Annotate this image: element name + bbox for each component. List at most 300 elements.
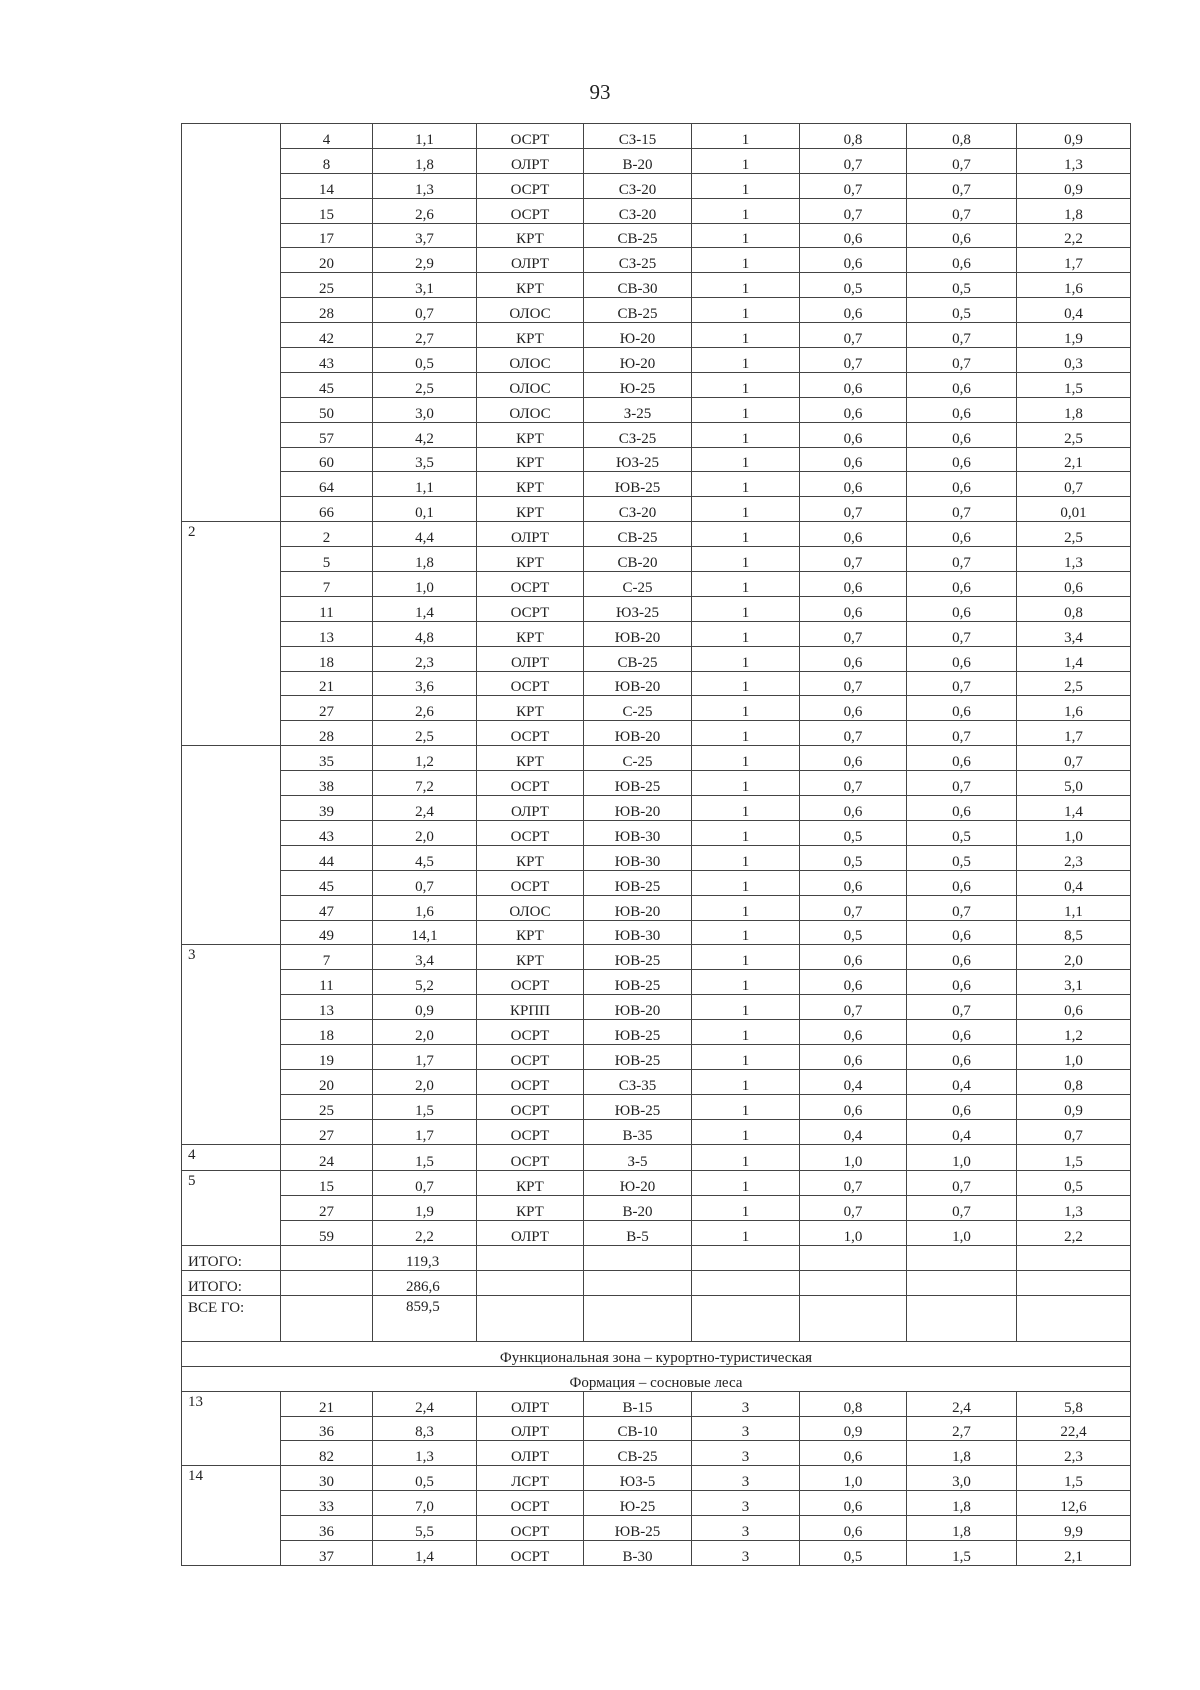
exposure-cell: СВ-20: [584, 547, 692, 572]
coef-b-cell: 2,4: [907, 1391, 1017, 1416]
coef-a-cell: 0,6: [800, 223, 907, 248]
exposure-cell: СЗ-15: [584, 124, 692, 149]
exposure-cell: СВ-25: [584, 298, 692, 323]
capacity-cell: 1,7: [1017, 721, 1131, 746]
plot-cell: 7: [281, 572, 373, 597]
area-cell: 0,7: [373, 298, 477, 323]
capacity-cell: 1,4: [1017, 646, 1131, 671]
exposure-cell: СВ-30: [584, 273, 692, 298]
capacity-cell: 5,8: [1017, 1391, 1131, 1416]
coef-b-cell: 0,7: [907, 547, 1017, 572]
coef-a-cell: 0,6: [800, 696, 907, 721]
plot-cell: 25: [281, 273, 373, 298]
empty-cell: [281, 1246, 373, 1271]
total-row: [182, 1246, 1131, 1271]
coef-a-cell: 0,6: [800, 372, 907, 397]
relief-type-cell: ОСРТ: [477, 970, 584, 995]
coef-a-cell: 0,5: [800, 1540, 907, 1565]
plot-cell: 11: [281, 970, 373, 995]
exposure-cell: С-25: [584, 746, 692, 771]
capacity-cell: 2,1: [1017, 447, 1131, 472]
exposure-cell: В-35: [584, 1119, 692, 1144]
plot-cell: 13: [281, 995, 373, 1020]
coef-a-cell: 0,6: [800, 945, 907, 970]
plot-cell: 2: [281, 522, 373, 547]
exposure-cell: Ю-20: [584, 348, 692, 373]
area-cell: 1,5: [373, 1094, 477, 1119]
plot-cell: 28: [281, 298, 373, 323]
plot-cell: 5: [281, 547, 373, 572]
capacity-cell: 1,1: [1017, 895, 1131, 920]
plot-cell: 36: [281, 1516, 373, 1541]
table-row: [182, 671, 1131, 696]
relief-type-cell: ОСРТ: [477, 1144, 584, 1171]
coef-b-cell: 0,4: [907, 1119, 1017, 1144]
class-cell: 3: [692, 1416, 800, 1441]
area-cell: 1,4: [373, 1540, 477, 1565]
total-label: ИТОГО:: [182, 1270, 281, 1295]
area-cell: 0,5: [373, 348, 477, 373]
coef-a-cell: 1,0: [800, 1144, 907, 1171]
exposure-cell: Ю-25: [584, 1491, 692, 1516]
page-number: 93: [589, 80, 611, 104]
relief-type-cell: ОСРТ: [477, 1491, 584, 1516]
area-cell: 1,2: [373, 746, 477, 771]
plot-cell: 20: [281, 1069, 373, 1094]
table-row: [182, 547, 1131, 572]
plot-cell: 59: [281, 1221, 373, 1246]
total-label: ИТОГО:: [182, 1246, 281, 1271]
class-cell: 1: [692, 472, 800, 497]
plot-cell: 17: [281, 223, 373, 248]
total-value: 859,5: [373, 1295, 477, 1341]
relief-type-cell: ОЛРТ: [477, 1441, 584, 1466]
quarter-cell: 3: [182, 945, 281, 1144]
class-cell: 1: [692, 273, 800, 298]
forest-inventory-table: [181, 123, 1131, 1566]
plot-cell: 47: [281, 895, 373, 920]
coef-a-cell: 0,4: [800, 1119, 907, 1144]
area-cell: 2,2: [373, 1221, 477, 1246]
exposure-cell: СВ-25: [584, 646, 692, 671]
plot-cell: 28: [281, 721, 373, 746]
empty-cell: [692, 1246, 800, 1271]
table-row: [182, 223, 1131, 248]
relief-type-cell: ОСРТ: [477, 124, 584, 149]
plot-cell: 30: [281, 1466, 373, 1491]
table-row: [182, 1069, 1131, 1094]
table-row: [182, 771, 1131, 796]
plot-cell: 82: [281, 1441, 373, 1466]
area-cell: 2,6: [373, 696, 477, 721]
quarter-cell: 13: [182, 1391, 281, 1466]
coef-a-cell: 0,7: [800, 1196, 907, 1221]
plot-cell: 13: [281, 621, 373, 646]
table-row: [182, 820, 1131, 845]
relief-type-cell: КРТ: [477, 273, 584, 298]
table-row: [182, 472, 1131, 497]
area-cell: 1,0: [373, 572, 477, 597]
quarter-cell: 5: [182, 1171, 281, 1246]
coef-b-cell: 0,7: [907, 198, 1017, 223]
coef-a-cell: 0,7: [800, 323, 907, 348]
class-cell: 1: [692, 1196, 800, 1221]
plot-cell: 57: [281, 422, 373, 447]
area-cell: 2,3: [373, 646, 477, 671]
coef-a-cell: 0,8: [800, 124, 907, 149]
coef-a-cell: 0,5: [800, 273, 907, 298]
coef-b-cell: 1,8: [907, 1491, 1017, 1516]
table-row: [182, 198, 1131, 223]
exposure-cell: З-25: [584, 397, 692, 422]
empty-cell: [477, 1270, 584, 1295]
coef-a-cell: 0,6: [800, 472, 907, 497]
empty-cell: [1017, 1295, 1131, 1341]
table-row: [182, 1540, 1131, 1565]
coef-a-cell: 0,5: [800, 845, 907, 870]
coef-b-cell: 1,5: [907, 1540, 1017, 1565]
plot-cell: 19: [281, 1044, 373, 1069]
class-cell: 1: [692, 348, 800, 373]
area-cell: 14,1: [373, 920, 477, 945]
coef-a-cell: 0,7: [800, 671, 907, 696]
plot-cell: 66: [281, 497, 373, 522]
exposure-cell: ЮЗ-5: [584, 1466, 692, 1491]
coef-b-cell: 0,6: [907, 970, 1017, 995]
plot-cell: 44: [281, 845, 373, 870]
capacity-cell: 3,1: [1017, 970, 1131, 995]
coef-b-cell: 0,6: [907, 397, 1017, 422]
relief-type-cell: ОСРТ: [477, 572, 584, 597]
capacity-cell: 1,5: [1017, 372, 1131, 397]
coef-a-cell: 0,7: [800, 895, 907, 920]
coef-b-cell: 0,7: [907, 497, 1017, 522]
coef-b-cell: 0,8: [907, 124, 1017, 149]
zone-title: Функциональная зона – курортно-туристическая: [182, 1341, 1131, 1366]
table-row: [182, 1196, 1131, 1221]
exposure-cell: ЮВ-20: [584, 995, 692, 1020]
exposure-cell: Ю-25: [584, 372, 692, 397]
coef-b-cell: 1,8: [907, 1441, 1017, 1466]
coef-a-cell: 0,6: [800, 298, 907, 323]
plot-cell: 21: [281, 1391, 373, 1416]
coef-a-cell: 0,6: [800, 447, 907, 472]
exposure-cell: ЮВ-20: [584, 721, 692, 746]
coef-a-cell: 1,0: [800, 1466, 907, 1491]
coef-a-cell: 0,6: [800, 397, 907, 422]
capacity-cell: 2,2: [1017, 1221, 1131, 1246]
table-row: [182, 1221, 1131, 1246]
area-cell: 1,7: [373, 1119, 477, 1144]
exposure-cell: В-20: [584, 148, 692, 173]
relief-type-cell: ОСРТ: [477, 596, 584, 621]
plot-cell: 37: [281, 1540, 373, 1565]
exposure-cell: ЮЗ-25: [584, 447, 692, 472]
coef-a-cell: 0,6: [800, 646, 907, 671]
coef-b-cell: 0,7: [907, 1196, 1017, 1221]
coef-a-cell: 0,6: [800, 970, 907, 995]
relief-type-cell: КРТ: [477, 447, 584, 472]
table-row: [182, 522, 1131, 547]
class-cell: 1: [692, 671, 800, 696]
empty-cell: [907, 1295, 1017, 1341]
quarter-cell: 2: [182, 522, 281, 746]
class-cell: 1: [692, 796, 800, 821]
table-row: [182, 397, 1131, 422]
coef-b-cell: 0,6: [907, 646, 1017, 671]
exposure-cell: ЮЗ-25: [584, 596, 692, 621]
plot-cell: 20: [281, 248, 373, 273]
relief-type-cell: ЛСРТ: [477, 1466, 584, 1491]
exposure-cell: Ю-20: [584, 323, 692, 348]
empty-cell: [1017, 1270, 1131, 1295]
coef-a-cell: 0,6: [800, 1020, 907, 1045]
class-cell: 1: [692, 746, 800, 771]
quarter-cell: 4: [182, 1144, 281, 1171]
table-row: [182, 124, 1131, 149]
coef-b-cell: 0,6: [907, 796, 1017, 821]
table-row: [182, 621, 1131, 646]
coef-b-cell: 0,7: [907, 895, 1017, 920]
table-row: [182, 970, 1131, 995]
relief-type-cell: КРТ: [477, 621, 584, 646]
area-cell: 5,5: [373, 1516, 477, 1541]
coef-b-cell: 0,7: [907, 173, 1017, 198]
relief-type-cell: КРТ: [477, 472, 584, 497]
plot-cell: 8: [281, 148, 373, 173]
area-cell: 5,2: [373, 970, 477, 995]
capacity-cell: 1,0: [1017, 1044, 1131, 1069]
exposure-cell: ЮВ-25: [584, 1020, 692, 1045]
area-cell: 3,6: [373, 671, 477, 696]
class-cell: 1: [692, 522, 800, 547]
exposure-cell: СВ-25: [584, 1441, 692, 1466]
class-cell: 1: [692, 646, 800, 671]
table-row: [182, 447, 1131, 472]
relief-type-cell: ОСРТ: [477, 198, 584, 223]
capacity-cell: 2,2: [1017, 223, 1131, 248]
area-cell: 4,8: [373, 621, 477, 646]
coef-b-cell: 0,7: [907, 1171, 1017, 1196]
relief-type-cell: КРТ: [477, 746, 584, 771]
relief-type-cell: ОЛРТ: [477, 796, 584, 821]
plot-cell: 4: [281, 124, 373, 149]
area-cell: 2,4: [373, 1391, 477, 1416]
table-row: [182, 1144, 1131, 1171]
coef-b-cell: 0,4: [907, 1069, 1017, 1094]
class-cell: 1: [692, 621, 800, 646]
capacity-cell: 0,5: [1017, 1171, 1131, 1196]
exposure-cell: Ю-20: [584, 1171, 692, 1196]
coef-a-cell: 0,9: [800, 1416, 907, 1441]
capacity-cell: 1,6: [1017, 273, 1131, 298]
capacity-cell: 0,8: [1017, 596, 1131, 621]
coef-b-cell: 0,6: [907, 945, 1017, 970]
coef-a-cell: 0,6: [800, 1094, 907, 1119]
area-cell: 1,9: [373, 1196, 477, 1221]
area-cell: 2,0: [373, 1069, 477, 1094]
area-cell: 2,6: [373, 198, 477, 223]
capacity-cell: 2,3: [1017, 845, 1131, 870]
coef-b-cell: 0,6: [907, 522, 1017, 547]
exposure-cell: З-5: [584, 1144, 692, 1171]
exposure-cell: В-15: [584, 1391, 692, 1416]
table-row: [182, 995, 1131, 1020]
coef-b-cell: 0,7: [907, 621, 1017, 646]
relief-type-cell: ОЛРТ: [477, 248, 584, 273]
coef-a-cell: 0,7: [800, 173, 907, 198]
capacity-cell: 1,0: [1017, 820, 1131, 845]
exposure-cell: СВ-25: [584, 522, 692, 547]
area-cell: 3,0: [373, 397, 477, 422]
plot-cell: 39: [281, 796, 373, 821]
coef-a-cell: 0,7: [800, 1171, 907, 1196]
class-cell: 1: [692, 298, 800, 323]
area-cell: 3,5: [373, 447, 477, 472]
formation-title-row: [182, 1366, 1131, 1391]
table-row: [182, 1416, 1131, 1441]
plot-cell: 14: [281, 173, 373, 198]
exposure-cell: ЮВ-25: [584, 472, 692, 497]
capacity-cell: 1,8: [1017, 198, 1131, 223]
table-row: [182, 796, 1131, 821]
coef-b-cell: 1,0: [907, 1144, 1017, 1171]
relief-type-cell: КРТ: [477, 845, 584, 870]
coef-a-cell: 0,5: [800, 920, 907, 945]
coef-b-cell: 0,5: [907, 845, 1017, 870]
relief-type-cell: ОСРТ: [477, 1119, 584, 1144]
exposure-cell: ЮВ-20: [584, 895, 692, 920]
capacity-cell: 1,6: [1017, 696, 1131, 721]
coef-b-cell: 0,6: [907, 870, 1017, 895]
exposure-cell: СВ-25: [584, 223, 692, 248]
table-row: [182, 372, 1131, 397]
coef-b-cell: 0,7: [907, 348, 1017, 373]
relief-type-cell: ОСРТ: [477, 771, 584, 796]
relief-type-cell: ОЛОС: [477, 348, 584, 373]
class-cell: 1: [692, 920, 800, 945]
table-row: [182, 1119, 1131, 1144]
relief-type-cell: ОСРТ: [477, 870, 584, 895]
table-row: [182, 323, 1131, 348]
empty-cell: [692, 1270, 800, 1295]
capacity-cell: 0,9: [1017, 173, 1131, 198]
relief-type-cell: ОСРТ: [477, 173, 584, 198]
table-row: [182, 1171, 1131, 1196]
capacity-cell: 0,7: [1017, 1119, 1131, 1144]
class-cell: 1: [692, 945, 800, 970]
coef-b-cell: 0,6: [907, 472, 1017, 497]
coef-a-cell: 0,7: [800, 621, 907, 646]
area-cell: 2,4: [373, 796, 477, 821]
plot-cell: 64: [281, 472, 373, 497]
capacity-cell: 0,7: [1017, 472, 1131, 497]
class-cell: 3: [692, 1491, 800, 1516]
coef-a-cell: 0,6: [800, 572, 907, 597]
class-cell: 1: [692, 1119, 800, 1144]
area-cell: 2,9: [373, 248, 477, 273]
plot-cell: 15: [281, 1171, 373, 1196]
area-cell: 3,7: [373, 223, 477, 248]
table-row: [182, 746, 1131, 771]
plot-cell: 7: [281, 945, 373, 970]
exposure-cell: В-20: [584, 1196, 692, 1221]
area-cell: 2,5: [373, 372, 477, 397]
class-cell: 1: [692, 148, 800, 173]
exposure-cell: ЮВ-20: [584, 621, 692, 646]
capacity-cell: 0,9: [1017, 124, 1131, 149]
exposure-cell: СЗ-25: [584, 248, 692, 273]
class-cell: 1: [692, 1044, 800, 1069]
coef-b-cell: 0,6: [907, 372, 1017, 397]
class-cell: 1: [692, 124, 800, 149]
capacity-cell: 2,5: [1017, 671, 1131, 696]
area-cell: 4,5: [373, 845, 477, 870]
exposure-cell: В-30: [584, 1540, 692, 1565]
exposure-cell: СВ-10: [584, 1416, 692, 1441]
exposure-cell: ЮВ-30: [584, 820, 692, 845]
relief-type-cell: ОСРТ: [477, 1020, 584, 1045]
plot-cell: 18: [281, 646, 373, 671]
class-cell: 1: [692, 447, 800, 472]
area-cell: 1,5: [373, 1144, 477, 1171]
class-cell: 1: [692, 323, 800, 348]
capacity-cell: 1,7: [1017, 248, 1131, 273]
plot-cell: 60: [281, 447, 373, 472]
area-cell: 0,7: [373, 1171, 477, 1196]
coef-b-cell: 0,7: [907, 771, 1017, 796]
coef-a-cell: 0,7: [800, 721, 907, 746]
class-cell: 1: [692, 1144, 800, 1171]
table-row: [182, 870, 1131, 895]
coef-b-cell: 0,7: [907, 721, 1017, 746]
exposure-cell: СЗ-25: [584, 422, 692, 447]
relief-type-cell: ОЛОС: [477, 397, 584, 422]
coef-a-cell: 0,6: [800, 1044, 907, 1069]
table-row: [182, 422, 1131, 447]
exposure-cell: ЮВ-25: [584, 870, 692, 895]
empty-cell: [584, 1270, 692, 1295]
relief-type-cell: КРТ: [477, 945, 584, 970]
coef-b-cell: 0,7: [907, 995, 1017, 1020]
coef-a-cell: 0,6: [800, 522, 907, 547]
coef-a-cell: 0,5: [800, 820, 907, 845]
area-cell: 2,5: [373, 721, 477, 746]
coef-b-cell: 0,7: [907, 323, 1017, 348]
plot-cell: 15: [281, 198, 373, 223]
exposure-cell: ЮВ-20: [584, 796, 692, 821]
plot-cell: 45: [281, 870, 373, 895]
class-cell: 1: [692, 845, 800, 870]
capacity-cell: 5,0: [1017, 771, 1131, 796]
empty-cell: [281, 1295, 373, 1341]
capacity-cell: 1,2: [1017, 1020, 1131, 1045]
exposure-cell: ЮВ-30: [584, 920, 692, 945]
relief-type-cell: ОСРТ: [477, 820, 584, 845]
coef-b-cell: 0,6: [907, 422, 1017, 447]
relief-type-cell: ОСРТ: [477, 671, 584, 696]
table-row: [182, 895, 1131, 920]
class-cell: 3: [692, 1540, 800, 1565]
area-cell: 1,6: [373, 895, 477, 920]
plot-cell: 50: [281, 397, 373, 422]
zone-title-row: [182, 1341, 1131, 1366]
class-cell: 3: [692, 1466, 800, 1491]
exposure-cell: СЗ-20: [584, 497, 692, 522]
coef-b-cell: 0,6: [907, 696, 1017, 721]
capacity-cell: 1,5: [1017, 1466, 1131, 1491]
capacity-cell: 1,9: [1017, 323, 1131, 348]
